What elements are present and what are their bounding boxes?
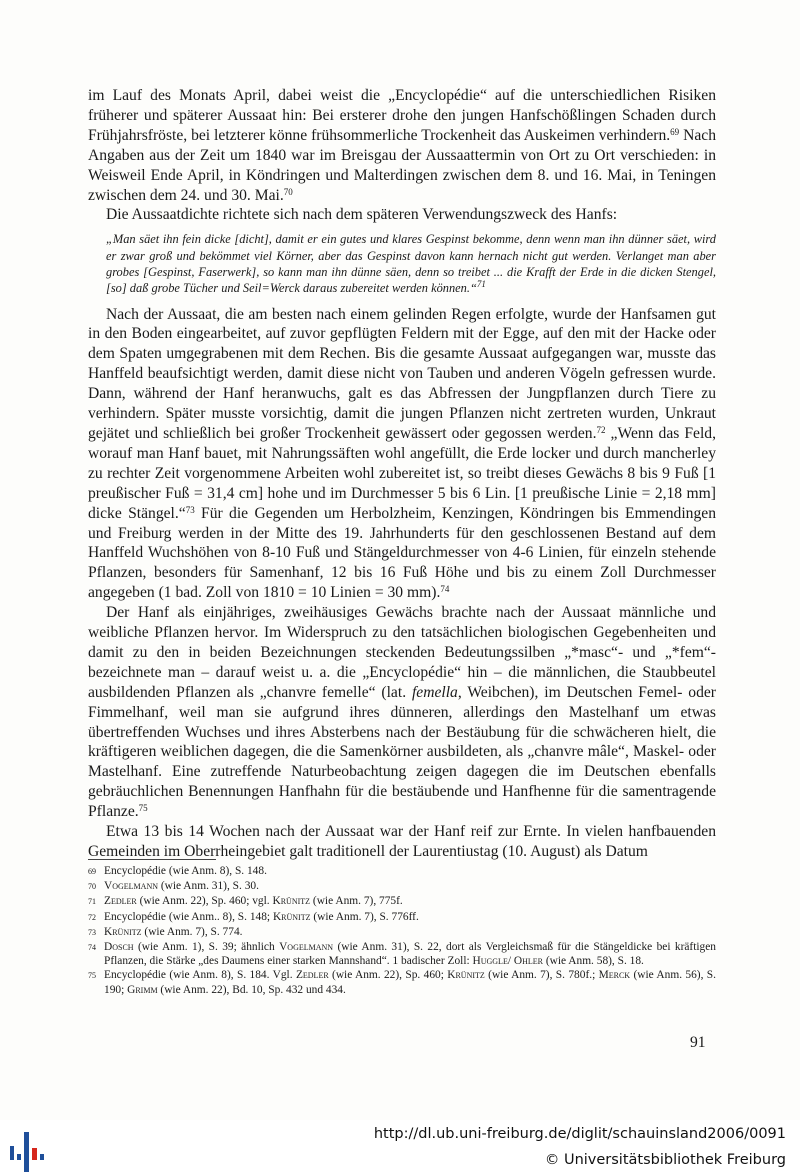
paragraph-4 [88, 603, 716, 822]
footnote [88, 925, 716, 940]
footnote-ref[interactable]: 72 [596, 424, 606, 435]
paragraph-text: „Wenn das Feld, worauf man Hanf bauet, mit Nahrungssäften wohl angefüllt, die Erde locker und durch mancherley zu rechter Zeit vorgenommene Arbeiten wohl zubereitet ist, so treibt dieses Gewächs 8 bis 9 Fuß [1 preußischer Fuß = 31,4 cm] hohe und im Durchmesser 5 bis 6 Lin. [1 preußische Linie = 2,18 mm] dicke Stängel.“ [88, 424, 716, 522]
quote-text: „Man säet ihn fein dicke [dicht], damit er ein gutes und klares Gespinst bekomme, denn wenn man ihn dünner säet, wird er zwar groß und bekömmet viel Körner, aber das Gespinst davon kann hernach nicht gut werden. Verlanget man aber grobes [Gespinst, Faserwerk], so kann man ihn dünne säen, denn so treibet ... die Krafft der Erde in die dicken Stengel, [so] daß grobe Tücher und Seil=Werck daraus zubereitet werden können.“ [106, 232, 716, 296]
footnote-segment: (wie Anm. 31), S. 22, dort als Vergleichsmaß für die Stängeldicke bei kräftigen Pflanzen, die Stärke „des Daumens einer starken Mannshand“. 1 badischer Zoll: [104, 941, 716, 968]
author-name: Vogelmann [279, 941, 334, 954]
paragraph-2 [88, 205, 716, 225]
paragraph-text: Nach der Aussaat, die am besten nach einem gelinden Regen erfolgte, wurde der Hanfsamen gut in den Boden eingearbeitet, auf zuvor gepflügten Feldern mit der Egge, auf den mit der Hacke oder dem Spaten umgegrabenen mit dem Rechen. Bis die gesamte Aussaat aufgegangen war, musste das Hanffeld beaufsichtigt werden, damit diese nicht von Tauben und anderen Vögeln gefressen wurde. Dann, während der Hanf heranwuchs, galt es das Abfressen der Jungpflanzen durch Tiere zu verhindern. Später musste vorsichtig, damit die jungen Pflanzen nicht zertreten wurden, Unkraut gejätet und schließlich bei großer Trockenheit gewässert oder gegossen werden. [88, 305, 716, 442]
author-name: Zedler [295, 969, 329, 982]
footnote [88, 894, 716, 909]
footnote-number: 69 [88, 867, 96, 876]
footnote-text [104, 968, 716, 996]
footnote [88, 864, 716, 879]
footnote-segment: (wie Anm. 22), Sp. 460; vgl. [136, 895, 273, 908]
author-name: Krünitz [272, 910, 311, 923]
footnote [88, 879, 716, 894]
author-name: Zedler [104, 895, 137, 908]
footnote-segment: (wie Anm. 7), 775f. [310, 895, 403, 908]
paragraph-text: , Weibchen), im Deutschen Femel- oder Fimmelhanf, weil man sie aufgrund ihres dünneren, allerdings den Mastelhanf um etwas übertreffenden Wuchses und ihres Absterbens nach der Bestäubung für die schwächeren hielt, die kräftigeren weiblichen dagegen, die die Samenkörner ausbildeten, als „chanvre mâle“, Maskel- oder Mastelhanf. Eine zutreffende Naturbeobachtung zeigen dagegen die im Deutschen ebenfalls gebräuchlichen Benennungen Hanfhahn für die bestäubende und Hanfhenne für die samentragende Pflanze. [88, 683, 716, 821]
footnote-ref[interactable]: 74 [440, 584, 450, 595]
footnote-number: 74 [88, 943, 96, 953]
footnote-ref[interactable]: 69 [670, 126, 680, 137]
paragraph-1 [88, 86, 716, 205]
author-name: Dosch [104, 941, 134, 954]
page-number: 91 [690, 1034, 706, 1051]
paragraph-text: Die Aussaatdichte richtete sich nach dem späteren Verwendungszweck des Hanfs: [106, 206, 618, 224]
paragraph-5 [88, 822, 716, 862]
paragraph-text: Für die Gegenden um Herbolzheim, Kenzingen, Köndringen bis Emmendingen und Freiburg werden in der Mitte des 19. Jahrhunderts für den geschlossenen Bestand auf dem Hanffeld Wuchshöhen von 8-10 Fuß und Stängeldurchmesser von 4-6 Linien, für einzeln stehende Pflanzen, besonders für Samenhanf, 12 bis 16 Fuß Höhe und bis zu einem Zoll Durchmesser angegeben (1 bad. Zoll von 1810 = 10 Linien = 30 mm). [88, 504, 716, 602]
author-name: Grimm [127, 983, 158, 996]
footnote-ref[interactable]: 73 [185, 504, 195, 515]
copyright-text: © Universitätsbibliothek Freiburg [544, 1152, 786, 1168]
author-name: Krünitz [104, 925, 142, 938]
footnote-segment: (wie Anm. 7), S. 780f.; [484, 969, 599, 982]
footnote-text [104, 910, 716, 925]
footnote-text [104, 940, 716, 968]
italic-term: femella [411, 683, 458, 701]
footnote-segment: (wie Anm. 31), S. 30. [158, 880, 259, 893]
footnote-text [104, 894, 716, 909]
footnote-segment: (wie Anm. 56), S. 190; [104, 969, 716, 996]
footnote-segment: (wie Anm. 1), S. 39; ähnlich [133, 941, 280, 954]
footnote-number: 70 [88, 882, 96, 892]
footnote-text [104, 864, 716, 879]
paragraph-text: im Lauf des Monats April, dabei weist die „Encyclopédie“ auf die unterschiedlichen Risiken früherer und späterer Aussaat hin: Bei ersterer drohe den jungen Hanfschößlingen Schaden durch Frühjahrsfröste, bei letzterer könne frühsommerliche Trockenheit das Auskeimen verhindern. [88, 87, 716, 144]
footnote-segment: (wie Anm. 58), S. 18. [542, 955, 644, 968]
footnote-ref[interactable]: 71 [476, 279, 486, 290]
footnote [88, 940, 716, 968]
block-quote [106, 231, 716, 296]
footnote-text [104, 879, 716, 894]
footnote-number: 75 [88, 971, 96, 981]
footnote-ref[interactable]: 75 [138, 803, 148, 814]
paragraph-text: Der Hanf als einjähriges, zweihäusiges Gewächs brachte nach der Aussaat männliche und weibliche Pflanzen hervor. Im Widerspruch zu den tatsächlichen biologischen Gegebenheiten und damit zu den in beiden Bezeichnungen steckenden Bedeutungssilben „*masc“- und „*fem“- bezeichnete man – darauf weist u. a. die „Encyclopédie“ hin – die männlichen, die Staubbeutel ausbildenden Pflanzen als „chanvre femelle“ (lat. [88, 604, 716, 701]
footnote-segment: (wie Anm. 22), Bd. 10, Sp. 432 und 434. [157, 983, 346, 996]
paragraph-3 [88, 305, 716, 604]
ub-freiburg-logo-icon[interactable] [6, 1124, 52, 1174]
footnote-segment: Encyclopédie (wie Anm. 8), S. 184. Vgl. [104, 969, 296, 982]
footnote-ref[interactable]: 70 [283, 186, 293, 197]
paragraph-text: Etwa 13 bis 14 Wochen nach der Aussaat war der Hanf reif zur Ernte. In vielen hanfbauenden Gemeinden im Oberrheingebiet galt traditionell der Laurentiustag (10. August) als Datum [88, 823, 716, 860]
author-name: Merck [598, 969, 631, 982]
footnote-divider [88, 859, 216, 860]
footnote [88, 968, 716, 996]
footnote [88, 910, 716, 925]
footnote-number: 72 [88, 912, 96, 922]
footnote-text [104, 925, 716, 940]
author-name: Vogelmann [104, 880, 158, 893]
footnote-number: 73 [88, 927, 96, 937]
body-text [88, 86, 716, 862]
footnotes [88, 864, 716, 997]
paragraph-text: Nach Angaben aus der Zeit um 1840 war im Breisgau der Aussaattermin von Ort zu Ort verschieden: in Weisweil Ende April, in Köndringen und Malterdingen zwischen dem 8. und 16. Mai, in Teningen zwischen dem 24. und 30. Mai. [88, 126, 716, 204]
footnote-number: 71 [88, 897, 96, 907]
footnote-segment: (wie Anm. 7), S. 774. [141, 925, 243, 938]
author-name: Krünitz [272, 895, 311, 908]
author-name: Krünitz [447, 969, 485, 982]
footnote-segment: Encyclopédie (wie Anm. 8), S. 148. [104, 865, 267, 877]
author-name: Huggle/ Ohler [472, 955, 543, 968]
footnote-segment: (wie Anm. 7), S. 776ff. [310, 910, 419, 923]
footnote-segment: Encyclopédie (wie Anm.. 8), S. 148; [104, 910, 273, 923]
footnote-segment: (wie Anm. 22), Sp. 460; [328, 969, 448, 982]
source-url-link[interactable]: http://dl.ub.uni-freiburg.de/diglit/schauinsland2006/0091 [373, 1126, 786, 1142]
